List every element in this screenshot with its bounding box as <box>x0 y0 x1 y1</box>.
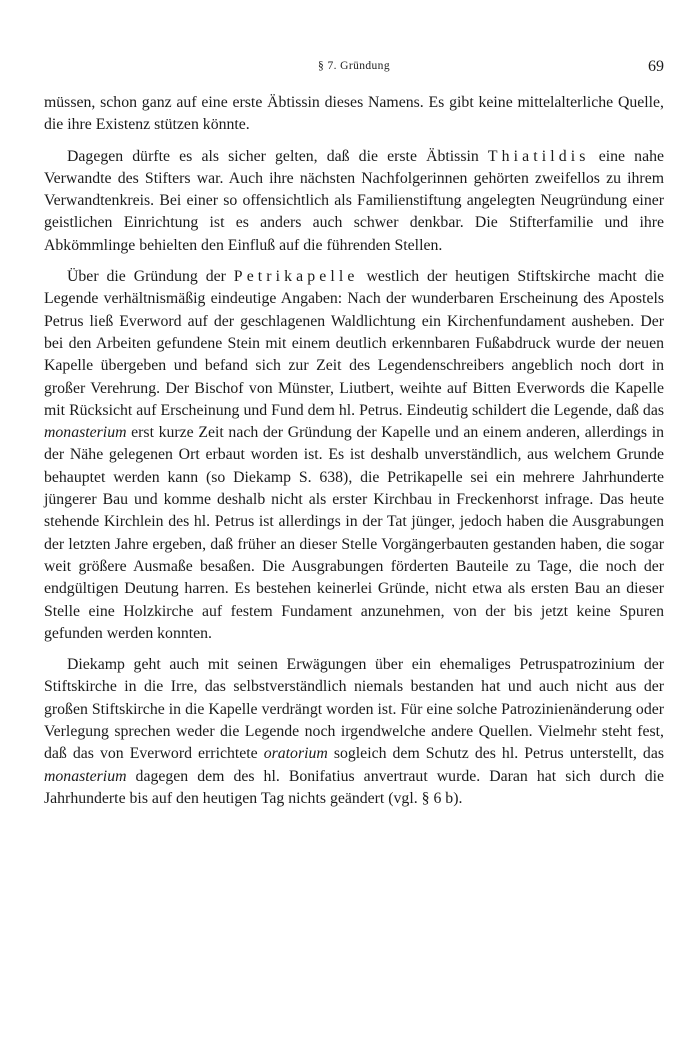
paragraph-4 <box>44 654 664 810</box>
body-text <box>44 92 664 810</box>
paragraph-3-text-a: Über die Gründung der <box>67 268 234 286</box>
spaced-name-thiatildis: Thiatildis <box>487 147 590 165</box>
paragraph-3 <box>44 266 664 645</box>
paragraph-4-text-c: dagegen dem des hl. Bonifatius anvertraut wurde. Daran hat sich durch die Jahrhunderte bis auf den heutigen Tag nichts geändert (vgl. § 6 b). <box>44 767 664 807</box>
spaced-term-petrikapelle: Petrikapelle <box>233 268 359 286</box>
running-head: § 7. Gründung <box>318 60 390 72</box>
paragraph-4-text-a: Diekamp geht auch mit seinen Erwägungen über ein ehemaliges Petruspatrozinium der Stiftskirche in die Irre, das selbstverständlich niemals bestanden hat und auch nicht aus der großen Stiftskirche in die Kapelle verdrängt worden ist. Für eine solche Patrozinienänderung oder Verlegung sprechen weder die Legende noch irgendwelche andere Quellen. Vielmehr steht fest, daß das von Everword errichtete <box>44 656 664 763</box>
italic-term-monasterium: monasterium <box>44 424 127 442</box>
paragraph-4-text-b: sogleich dem Schutz des hl. Petrus unterstellt, das <box>327 745 664 763</box>
paragraph-1-text: müssen, schon ganz auf eine erste Äbtissin dieses Namens. Es gibt keine mittelalterliche Quelle, die ihre Existenz stützen könnte. <box>44 94 664 134</box>
paragraph-2 <box>44 146 664 257</box>
paragraph-1 <box>44 92 664 137</box>
italic-term-oratorium: oratorium <box>263 745 328 763</box>
paragraph-2-text-b: eine nahe Verwandte des Stifters war. Auch ihre nächsten Nachfolgerinnen gehörten zweifellos zu ihrem Verwandtenkreis. Bei einer so offensichtlich als Familienstiftung angelegten Neugründung einer geistlichen Einrichtung ist es anders auch schwer denkbar. Die Stifterfamilie und ihre Abkömmlinge behielten den Einfluß auf die führenden Stellen. <box>44 147 664 254</box>
page-header <box>44 60 664 78</box>
paragraph-3-text-c: erst kurze Zeit nach der Gründung der Kapelle und an einem anderen, allerdings in der Nähe gelegenen Ort erbaut worden ist. Es ist deshalb unverständlich, aus welchem Grunde behauptet werden kann (so Diekamp S. 638), die Petrikapelle sei ein mehrere Jahrhunderte jüngerer Bau und komme deshalb nicht als erster Kirchbau in Freckenhorst infrage. Das heute stehende Kirchlein des hl. Petrus ist allerdings in der Tat jünger, jedoch haben die Ausgrabungen der letzten Jahre ergeben, daß früher an dieser Stelle Vorgängerbauten gestanden haben, die sogar weit größere Ausmaße besaßen. Die Ausgrabungen förderten Bauteile zu Tage, die noch der endgültigen Deutung harren. Es bestehen keinerlei Gründe, nicht etwa als ersten Bau an dieser Stelle eine Holzkirche auf festem Fundament anzunehmen, von der bis jetzt keine Spuren gefunden werden konnten. <box>44 424 664 642</box>
paragraph-2-text-a: Dagegen dürfte es als sicher gelten, daß die erste Äbtissin <box>67 147 488 165</box>
italic-term-monasterium-2: monasterium <box>44 767 127 785</box>
page-number: 69 <box>648 58 664 75</box>
paragraph-3-text-b: westlich der heutigen Stiftskirche macht die Legende verhältnismäßig eindeutige Angaben: Nach der wunderbaren Erscheinung des Apostels Petrus ließ Everword auf der geschlagenen Waldlichtung ein Kirchenfundament ausheben. Der bei den Arbeiten gefundene Stein mit einem deutlich erkennbaren Fußabdruck wurde der neuen Kapelle übergeben und befand sich zur Zeit des Legendenschreibers angeblich noch dort in großer Verehrung. Der Bischof von Münster, Liutbert, weihte auf Bitten Everwords die Kapelle mit Rücksicht auf Erscheinung und Fund dem hl. Petrus. Eindeutig schildert die Legende, daß das <box>44 268 664 419</box>
